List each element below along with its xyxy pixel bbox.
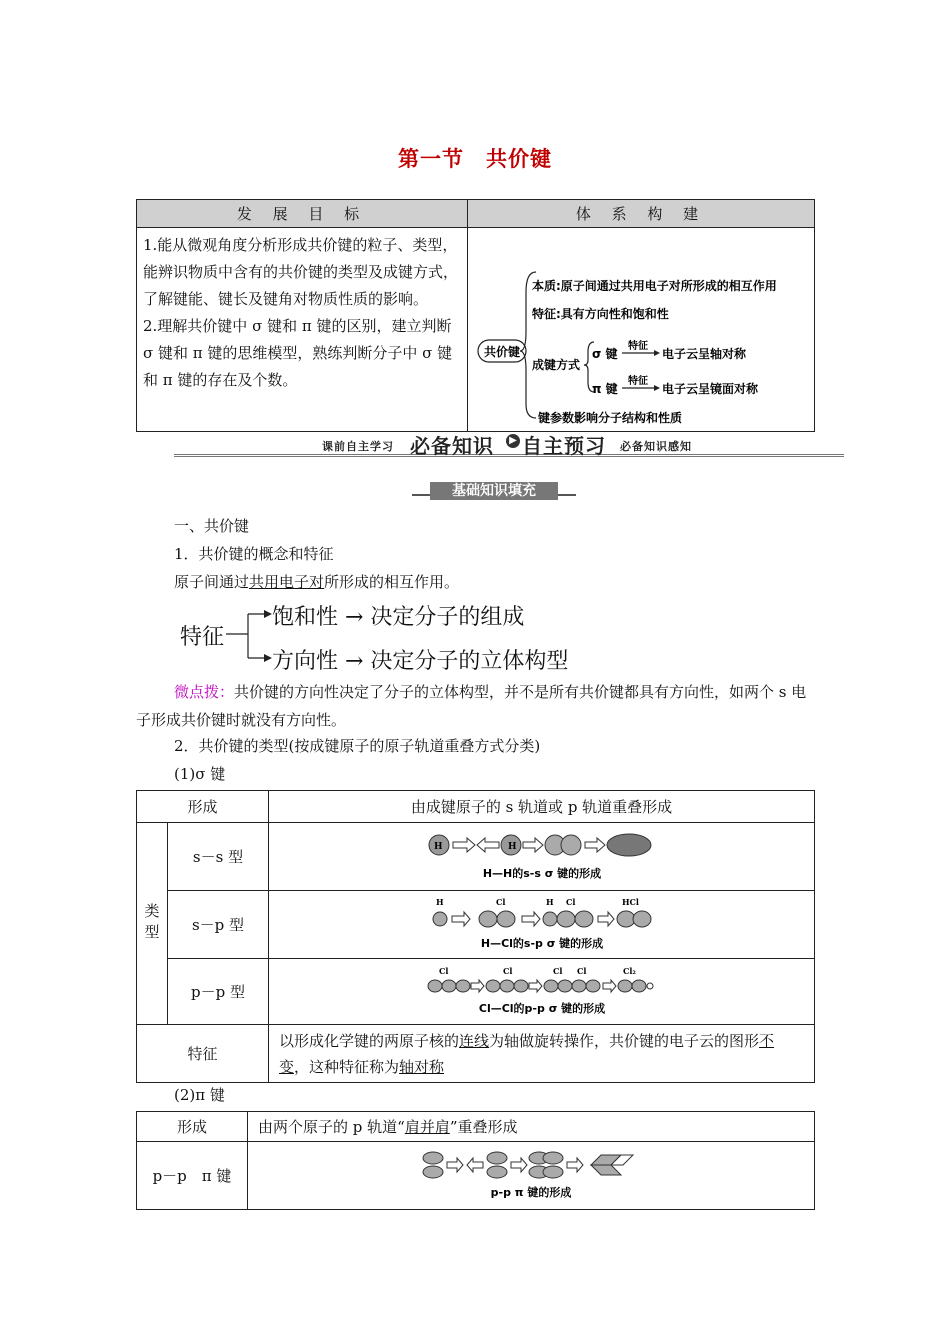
sigma-formation-text: 由成键原子的 s 轨道或 p 轨道重叠形成 [269, 791, 815, 823]
sigma-row-pp-label: p－p 型 [168, 959, 269, 1025]
sigma-feature-mid: 为轴做旋转操作，共价键的电子云的图形 [489, 1031, 760, 1050]
sigma-row-ss-figure [269, 823, 815, 891]
sigma-feature-label: 特征 [137, 1025, 269, 1083]
definition-answer: 共用电子对 [249, 573, 325, 591]
goals-header: 发 展 目 标 [137, 200, 468, 228]
banner-big-2: 自主预习 [522, 434, 606, 458]
ss-atom-h2: H [507, 841, 517, 852]
mindmap-params: 键参数影响分子结构和性质 [538, 411, 683, 425]
feature-saturation: 饱和性 → 决定分子的组成 [272, 605, 525, 630]
ss-overlap-diagram [427, 831, 657, 883]
pp-caption: Cl—Cl的p-p σ 键的形成 [478, 1001, 605, 1015]
page-title: 第一节 共价键 [398, 146, 552, 171]
heading-concept: 1．共价键的概念和特征 [174, 545, 334, 563]
definition [174, 571, 459, 592]
banner-big-1: 必备知识 [410, 434, 494, 458]
sp-atom-hcl: HCl [621, 896, 639, 907]
feature-root: 特征 [180, 625, 225, 650]
sp-atom-h2: H [545, 896, 554, 907]
pi-overlap-diagram [421, 1148, 641, 1204]
tip-label: 微点拨： [174, 683, 235, 701]
mindmap-pi: π 键 [592, 382, 618, 396]
sigma-feature-mid2: ，这种特征称为 [294, 1057, 400, 1076]
sigma-row-sp-label: s－p 型 [168, 891, 269, 959]
sigma-row-ss-label: s－s 型 [168, 823, 269, 891]
sigma-formation-label: 形成 [137, 791, 269, 823]
pi-heading: (2)π 键 [174, 1086, 225, 1104]
sigma-row-pp-figure [269, 959, 815, 1025]
goals-cell [137, 228, 468, 432]
sigma-feature-answer-2: 不变 [279, 1031, 775, 1076]
sigma-feature-answer-3: 轴对称 [399, 1057, 445, 1076]
framework-header: 体 系 构 建 [468, 200, 815, 228]
mindmap-root: 共价键 [483, 345, 521, 359]
mindmap-sigma-result: 电子云呈轴对称 [662, 347, 747, 361]
pi-caption: p-p π 键的形成 [490, 1185, 572, 1199]
feature-direction: 方向性 → 决定分子的立体构型 [272, 649, 569, 674]
banner-right-small: 必备知识感知 [620, 440, 692, 453]
banner-arrow-icon: ▶ [506, 434, 520, 448]
ss-atom-h1: H [433, 841, 443, 852]
tip-paragraph [136, 678, 816, 734]
mindmap-sigma: σ 键 [592, 347, 618, 361]
pp-atom-cl2: Cl [502, 965, 512, 976]
definition-post: 所形成的相互作用。 [324, 573, 460, 591]
sp-caption: H—Cl的s-p σ 键的形成 [480, 936, 603, 950]
tip-text: 共价键的方向性决定了分子的立体构型，并不是所有共价键都具有方向性，如两个 s 电子形成共价键时就没有方向性。 [136, 683, 807, 729]
sigma-feature-pre: 以形成化学键的两原子核的 [279, 1031, 460, 1050]
mindmap-arrow-label-1: 特征 [628, 341, 648, 352]
overview-table [136, 199, 815, 432]
section-banner [174, 430, 844, 458]
badge-label: 基础知识填充 [430, 482, 558, 500]
pp-atom-cl2-mol: Cl₂ [622, 965, 636, 976]
pi-row-label: p－p π 键 [137, 1142, 248, 1210]
pp-atom-cl3: Cl [552, 965, 562, 976]
sp-overlap-diagram [432, 895, 652, 955]
sigma-feature-answer-1: 连线 [459, 1031, 490, 1050]
sp-atom-h1: H [435, 896, 444, 907]
pp-atom-cl1: Cl [438, 965, 448, 976]
mindmap-bond-modes: 成键方式 [532, 358, 581, 372]
goal-1: 1.能从微观角度分析形成共价键的粒子、类型，能辨识物质中含有的共价键的类型及成键方式，了解键能、键长及键角对物质性质的影响。 [143, 236, 459, 308]
pi-formation-answer: 肩并肩 [404, 1118, 450, 1136]
sigma-type-label: 类型 [137, 823, 168, 1025]
banner-rule [174, 454, 844, 457]
mindmap-diagram [468, 232, 814, 427]
sp-atom-cl1: Cl [495, 896, 505, 907]
mindmap-arrow-label-2: 特征 [628, 376, 648, 387]
heading-types: 2．共价键的类型(按成键原子的原子轨道重叠方式分类) [174, 737, 541, 755]
banner-left-small: 课前自主学习 [322, 440, 394, 453]
sigma-feature-text [269, 1025, 815, 1083]
feature-diagram [180, 598, 600, 672]
pi-table [136, 1111, 815, 1210]
ss-caption: H—H的s-s σ 键的形成 [482, 866, 601, 880]
goal-2: 2.理解共价键中 σ 键和 π 键的区别，建立判断 σ 键和 π 键的思维模型，熟练判断分子中 σ 键和 π 键的存在及个数。 [143, 317, 453, 389]
pi-formation-label: 形成 [137, 1112, 248, 1142]
mindmap-essence: 本质:原子间通过共用电子对所形成的相互作用 [532, 279, 777, 293]
definition-pre: 原子间通过 [174, 573, 250, 591]
pp-atom-cl4: Cl [576, 965, 586, 976]
sigma-row-sp-figure [269, 891, 815, 959]
pi-formation-text [248, 1112, 815, 1142]
mindmap-pi-result: 电子云呈镜面对称 [662, 382, 759, 396]
pi-row-figure [248, 1142, 815, 1210]
sp-atom-cl2: Cl [565, 896, 575, 907]
heading-covalent-bond: 一、共价键 [174, 517, 250, 535]
feature-brackets [226, 598, 276, 672]
sigma-table [136, 790, 815, 1083]
section-badge [412, 482, 576, 502]
sigma-heading: (1)σ 键 [174, 765, 226, 783]
pi-formation-pre: 由两个原子的 p 轨道“ [258, 1118, 405, 1136]
pp-overlap-diagram [427, 964, 657, 1020]
mindmap-feature: 特征:具有方向性和饱和性 [532, 307, 669, 321]
pi-formation-post: ”重叠形成 [449, 1118, 518, 1136]
mindmap-cell [468, 228, 815, 432]
